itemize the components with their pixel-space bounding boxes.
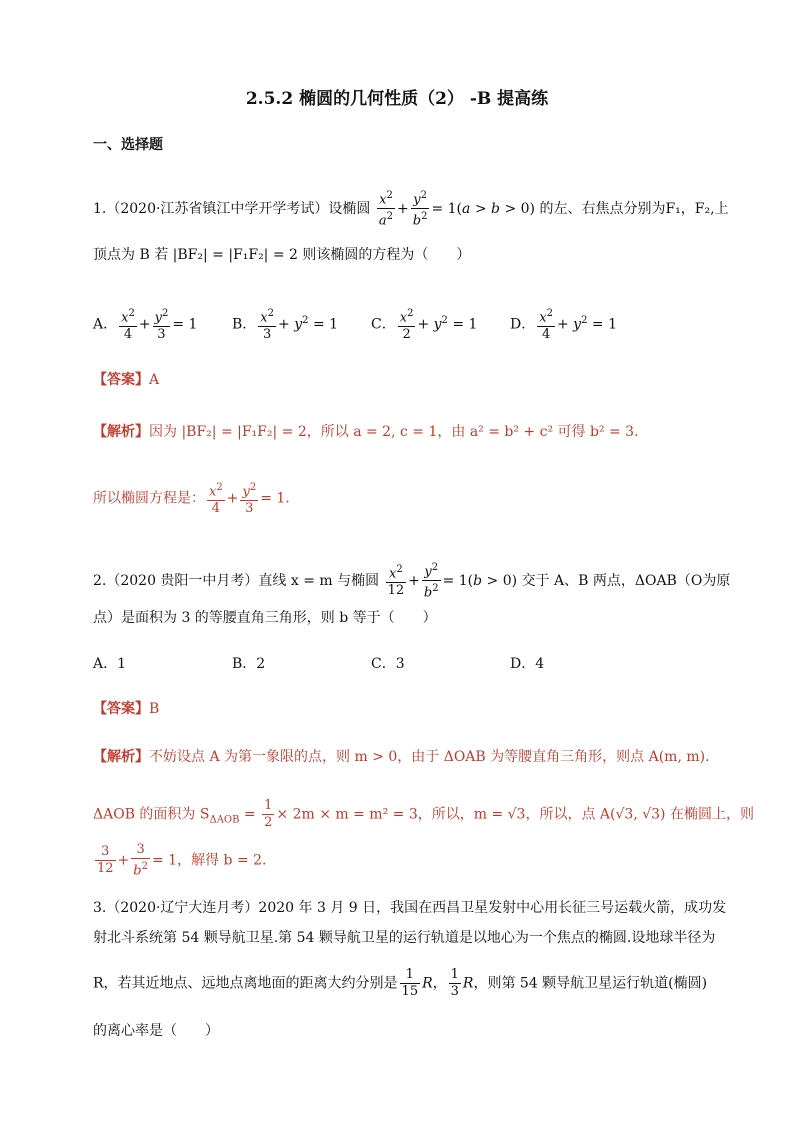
q1-answer: 【答案】A xyxy=(93,372,160,388)
q1-analysis-line1: 【解析】因为 |BF₂| = |F₁F₂| = 2，所以 a = 2, c = 1，由 a² = b² + c² 可得 b² = 3. xyxy=(93,424,639,440)
q1-option-d[interactable]: D． $\frac{x^2}{4}$ + $y^2 = 1$ xyxy=(510,308,617,343)
q2-analysis-line1: 【解析】不妨设点 A 为第一象限的点，则 m > 0，由于 ΔOAB 为等腰直角三角形，则点 A(m, m). xyxy=(93,749,710,765)
q2-option-c[interactable]: C．3 xyxy=(371,656,405,672)
q2-analysis-line2: ΔAOB 的面积为 $S_{\Delta AOB}$ = $\frac{1}{2}$ × 2m × m = m² = 3，所以，m = √3，所以，点 A(√3, √3) 在椭圆上，则 xyxy=(93,798,754,830)
q3-stem-line1: 3.（2020·辽宁大连月考）2020 年 3 月 9 日，我国在西昌卫星发射中心用长征三号运载火箭，成功发 xyxy=(93,900,727,916)
fraction: $\frac{y^2}{b^2}$ xyxy=(412,190,428,229)
q2-option-d[interactable]: D．4 xyxy=(510,656,545,672)
q1-option-b[interactable]: B． $\frac{x^2}{3}$ + $y^2 = 1$ xyxy=(232,308,339,343)
q1-option-a[interactable]: A． $\frac{x^2}{4}$ + $\frac{y^2}{3}$ = 1 xyxy=(93,308,198,343)
page-title: 2.5.2 椭圆的几何性质（2） -B 提高练 xyxy=(245,89,549,109)
q3-stem-line4: 的离心率是（ ） xyxy=(93,1023,219,1039)
q2-analysis-line3: $\frac{3}{12}$ + $\frac{3}{b^2}$ = 1，解得 b = 2. xyxy=(97,842,267,879)
q3-stem-line2: 射北斗系统第 54 颗导航卫星.第 54 颗导航卫星的运行轨道是以地心为一个焦点的椭圆.设地球半径为 xyxy=(93,930,716,946)
q1-stem-line2: 顶点为 B 若 |BF₂| = |F₁F₂| = 2 则该椭圆的方程为（ ） xyxy=(93,247,471,263)
q2-answer: 【答案】B xyxy=(93,701,160,717)
fraction: $\frac{x^2}{a^2}$ xyxy=(378,190,394,229)
q1-stem-suffix: 的左、右焦点分别为F₁，F₂,上 xyxy=(539,200,729,217)
section-heading: 一、选择题 xyxy=(93,137,163,153)
q1-option-c[interactable]: C． $\frac{x^2}{2}$ + $y^2 = 1$ xyxy=(371,308,478,343)
q2-stem-line1: 2.（2020 贵阳一中月考）直线 x = m 与椭圆 $\frac{x^2}{12}$ + $\frac{y^2}{b^2}$ = 1(b > 0) 交于 A、B 两点，ΔOAB（O为原 xyxy=(93,562,731,601)
q1-stem-prefix: 1.（2020·江苏省镇江中学开学考试）设椭圆 xyxy=(93,200,371,217)
q2-option-b[interactable]: B．2 xyxy=(232,656,266,672)
q2-option-a[interactable]: A．1 xyxy=(93,656,127,672)
q1-stem-line1: 1.（2020·江苏省镇江中学开学考试）设椭圆 $\frac{x^2}{a^2}$ + $\frac{y^2}{b^2}$ = 1(a > b > 0) 的左、右焦点分别为F₁，F₂,上 xyxy=(93,190,729,229)
q3-stem-line3: R，若其近地点、远地点离地面的距离大约分别是 $\frac{1}{15}$ R， $\frac{1}{3}$ R，则第 54 颗导航卫星运行轨道(椭圆) xyxy=(93,967,708,999)
q1-analysis-line2: 所以椭圆方程是： $\frac{x^2}{4}$ + $\frac{y^2}{3}$ = 1. xyxy=(93,482,290,517)
q2-stem-line2: 点）是面积为 3 的等腰直角三角形，则 b 等于（ ） xyxy=(93,610,437,626)
